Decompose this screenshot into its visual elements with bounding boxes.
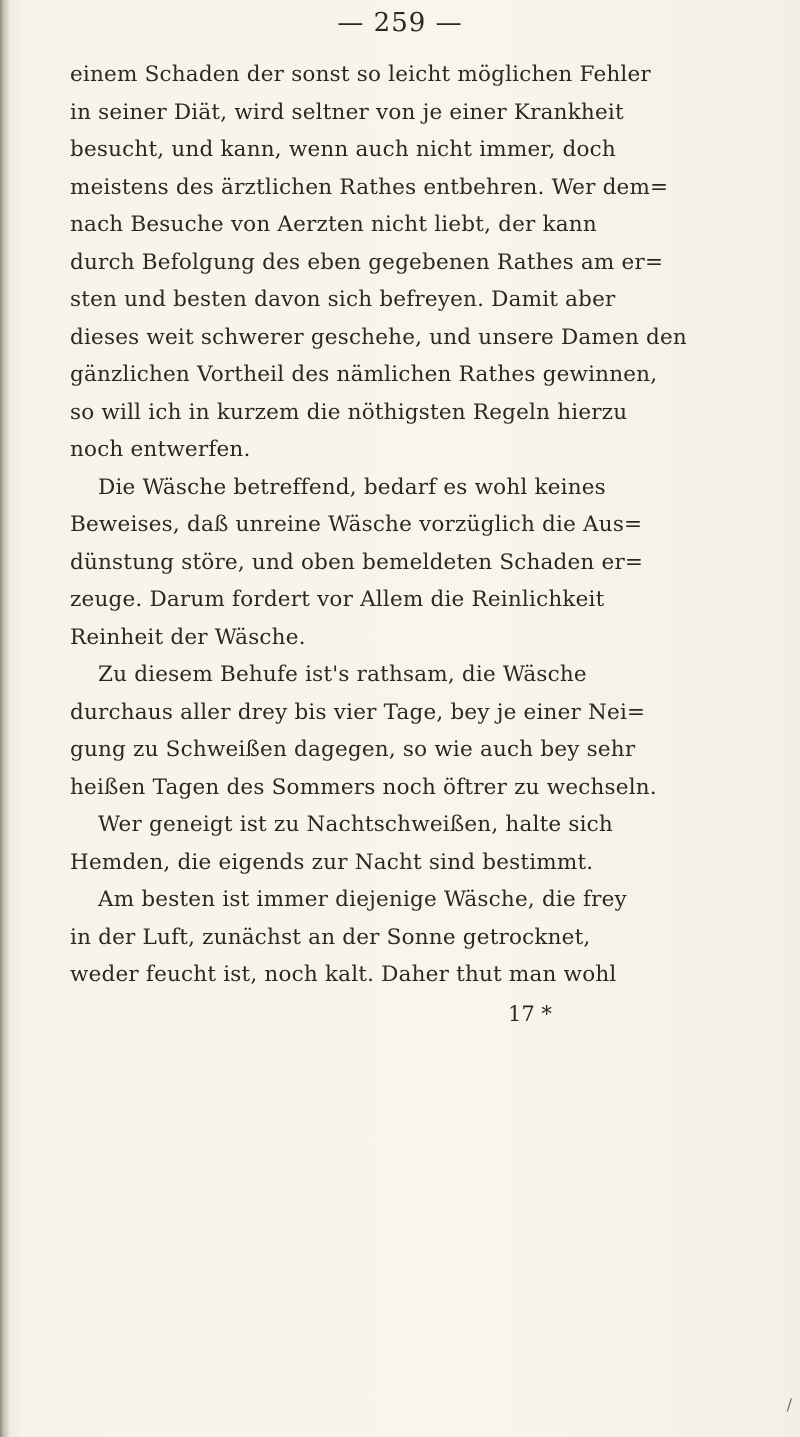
- text-line: Hemden, die eigends zur Nacht sind bestimmt.: [70, 849, 594, 875]
- text-line: zeuge. Darum fordert vor Allem die Reinlichkeit: [70, 587, 605, 612]
- text-line: gung zu Schweißen dagegen, so wie auch bey sehr: [70, 737, 636, 762]
- text-line: dünstung störe, und oben bemeldeten Schaden er=: [70, 549, 644, 575]
- paragraph-start-line: Die Wäsche betreffend, bedarf es wohl keines: [98, 474, 606, 500]
- text-line: so will ich in kurzem die nöthigsten Regeln hierzu: [70, 399, 628, 425]
- binding-gutter: [0, 0, 10, 1437]
- text-line: einem Schaden der sonst so leicht möglichen Fehler: [70, 62, 651, 87]
- text-line: in der Luft, zunächst an der Sonne getrocknet,: [70, 924, 591, 950]
- text-line: Reinheit der Wäsche.: [70, 624, 306, 650]
- text-line: meistens des ärztlichen Rathes entbehren. Wer dem=: [70, 174, 669, 200]
- text-line: gänzlichen Vortheil des nämlichen Rathes gewinnen,: [70, 362, 658, 387]
- page-number-header: — 259 —: [337, 8, 463, 38]
- paragraph-start-line: Am besten ist immer diejenige Wäsche, die frey: [98, 887, 627, 912]
- text-line: durch Befolgung des eben gegebenen Rathes am er=: [70, 249, 664, 275]
- signature-mark: 17 *: [508, 1002, 552, 1026]
- text-line: nach Besuche von Aerzten nicht liebt, der kann: [70, 212, 597, 237]
- text-line: Beweises, daß unreine Wäsche vorzüglich die Aus=: [70, 512, 643, 537]
- text-line: besucht, und kann, wenn auch nicht immer, doch: [70, 137, 616, 162]
- page-edge-mark: /: [786, 1395, 792, 1414]
- text-line: durchaus aller drey bis vier Tage, bey je einer Nei=: [70, 699, 646, 725]
- paragraph-start-line: Zu diesem Behufe ist's rathsam, die Wäsche: [98, 662, 587, 687]
- body-text: [70, 56, 770, 994]
- text-line: heißen Tagen des Sommers noch öftrer zu wechseln.: [70, 774, 657, 800]
- paragraph-start-line: Wer geneigt ist zu Nachtschweißen, halte sich: [98, 812, 613, 837]
- text-line: in seiner Diät, wird seltner von je einer Krankheit: [70, 99, 624, 125]
- text-line: weder feucht ist, noch kalt. Daher thut man wohl: [70, 962, 617, 987]
- text-line: noch entwerfen.: [70, 437, 251, 462]
- text-line: sten und besten davon sich befreyen. Damit aber: [70, 287, 616, 312]
- text-line: dieses weit schwerer geschehe, und unsere Damen den: [70, 324, 687, 350]
